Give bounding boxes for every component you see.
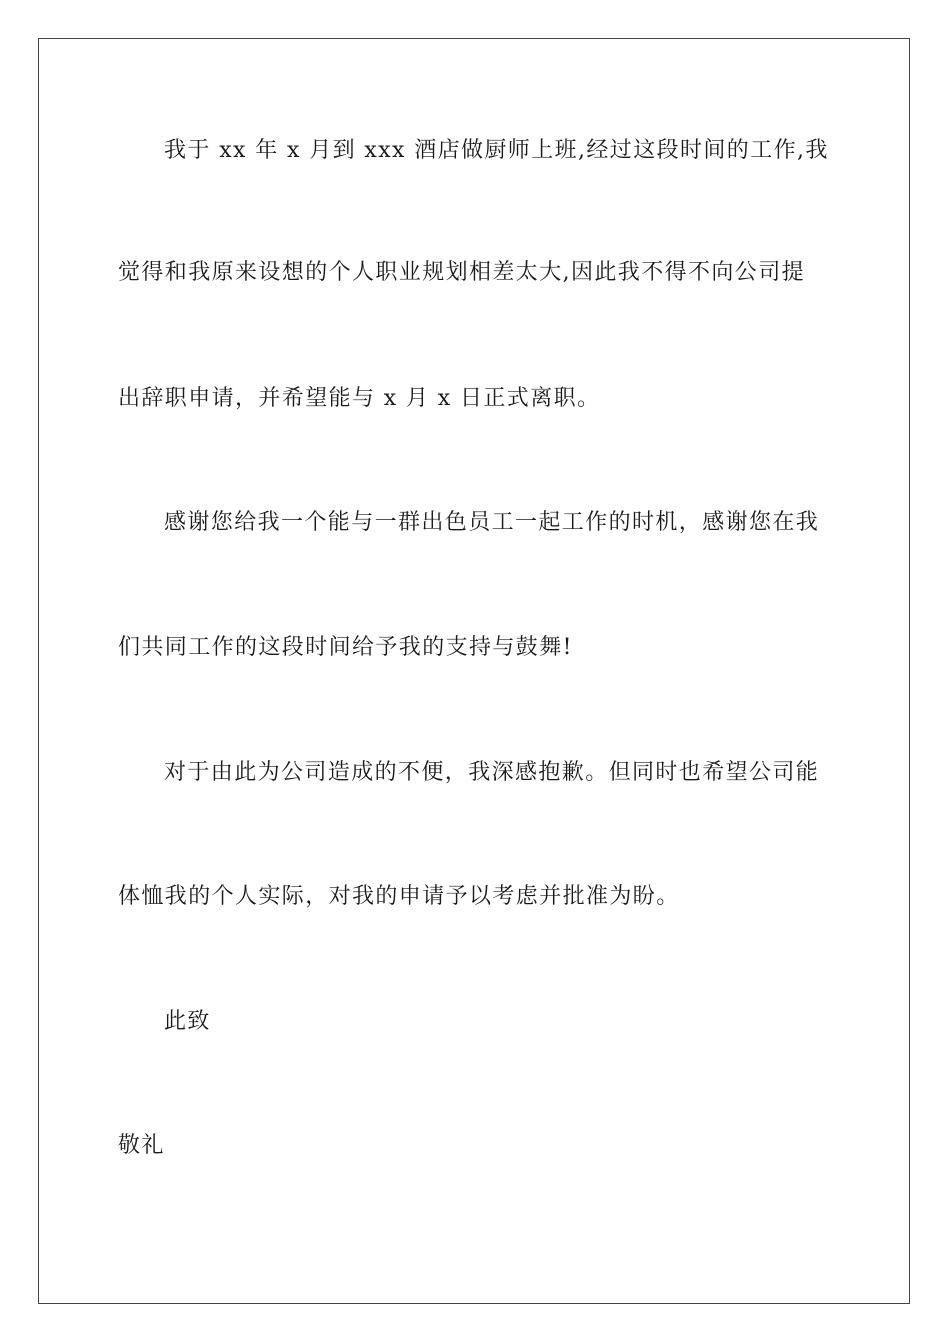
closing-regards: 敬礼 [118,1133,165,1158]
paragraph-1-line-3: 出辞职申请，并希望能与 x 月 x 日正式离职。 [118,386,601,411]
page-frame [38,38,910,1304]
paragraph-1-line-2: 觉得和我原来设想的个人职业规划相差太大,因此我不得不向公司提 [118,260,805,285]
paragraph-2-line-2: 们共同工作的这段时间给予我的支持与鼓舞! [118,635,573,660]
paragraph-3-line-1: 对于由此为公司造成的不便，我深感抱歉。但同时也希望公司能 [164,760,820,785]
paragraph-1-line-1: 我于 xx 年 x 月到 xxx 酒店做厨师上班,经过这段时间的工作,我 [164,138,829,163]
paragraph-3-line-2: 体恤我的个人实际，对我的申请予以考虑并批准为盼。 [118,884,680,909]
paragraph-2-line-1: 感谢您给我一个能与一群出色员工一起工作的时机，感谢您在我 [164,510,820,535]
closing-salutation: 此致 [164,1009,211,1034]
